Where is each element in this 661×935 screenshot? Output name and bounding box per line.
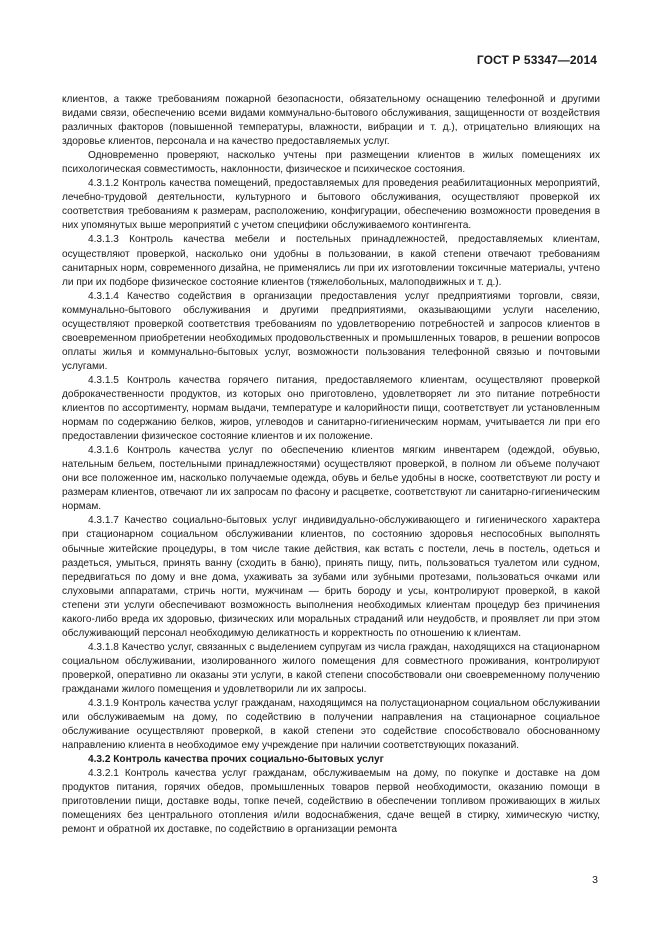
paragraph: 4.3.1.8 Качество услуг, связанных с выделением супругам из числа граждан, находящихся на стационарном социальном обслуживании, изолированного жилого помещения для совместного проживания, контролируют проверкой, оперативно ли оказаны эти услуги, в какой степени способствовали они своевременному получению гражданами жилого помещения и удовлетворили ли их запросы. [62, 641, 600, 695]
paragraph: клиентов, а также требованиям пожарной безопасности, обязательному оснащению телефонной и другими видами связи, обеспечению всеми видами коммунально-бытового обслуживания, защищенности от воздействия различных факторов (повышенной температуры, влажности, вибрации и т. д.), отрицательно влияющих на здоровье клиентов, персонала и на качество предоставляемых услуг. [62, 94, 600, 148]
standard-number-header: ГОСТ Р 53347—2014 [476, 53, 597, 67]
paragraph: 4.3.1.2 Контроль качества помещений, предоставляемых для проведения реабилитационных мероприятий, лечебно-трудовой деятельности, культурного и бытового обслуживания, осуществляют проверкой их соответствия требованиям к размерам, расположению, конфигурации, обеспечению возможности проведения в них упомянутых выше мероприятий с учетом специфики обслуживаемого контингента. [62, 178, 600, 232]
paragraph: Одновременно проверяют, насколько учтены при размещении клиентов в жилых помещениях их психологическая совместимость, наклонности, физическое и психическое состояния. [62, 150, 600, 176]
paragraph: 4.3.1.3 Контроль качества мебели и постельных принадлежностей, предоставляемых клиентам, осуществляют проверкой, насколько они удобны в пользовании, в какой степени отвечают требованиям санитарных норм, современного дизайна, не применялись ли при их изготовлении токсичные материалы, учтено ли при их подборе физическое состояние клиентов (тяжелобольных, малоподвижных и т. д.). [62, 234, 600, 288]
page-number: 3 [592, 874, 598, 886]
paragraph: 4.3.1.4 Качество содействия в организации предоставления услуг предприятиями торговли, связи, коммунально-бытового обслуживания и другими предприятиями, оказывающими услуги населению, осуществляют проверкой соответствия требованиям по удовлетворению потребностей и запросов клиентов в своевременном приобретении необходимых продовольственных и промышленных товаров, в решении вопросов оплаты жилья и коммунально-бытовых услуг, возможности пользования телефонной связью и почтовыми услугами. [62, 290, 600, 372]
paragraph: 4.3.1.7 Качество социально-бытовых услуг индивидуально-обслуживающего и гигиенического характера при стационарном социальном обслуживании клиентов, по состоянию здоровья неспособных выполнять обычные житейские процедуры, в том числе такие действия, как встать с постели, лечь в постель, одеться и раздеться, умыться, принять ванну (сходить в баню), принять пищу, пить, пользоваться туалетом или судном, передвигаться по дому и вне дома, ухаживать за зубами или зубными протезами, пользоваться очками или слуховыми аппаратами, стричь ногти, мужчинам — брить бороду и усы, контролируют проверкой, в какой степени эти услуги обеспечивают возможность выполнения необходимых клиентам процедур без причинения какого-либо вреда их здоровью, физических или моральных страданий или неудобств, и проявляет ли при этом обслуживающий персонал необходимую деликатность и корректность по отношению к клиентам. [62, 515, 600, 639]
document-body [62, 93, 600, 837]
paragraph: 4.3.1.6 Контроль качества услуг по обеспечению клиентов мягким инвентарем (одеждой, обувью, нательным бельем, постельными принадлежностями) осуществляют проверкой, в полном ли объеме получают они все положенное им, насколько получаемые одежда, обувь и белье удобны в носке, соответствуют ли росту и размерам клиентов, отвечают ли их запросам по фасону и расцветке, соответствуют ли санитарно-гигиеническим нормам. [62, 445, 600, 513]
section-heading: 4.3.2 Контроль качества прочих социально-бытовых услуг [88, 754, 384, 766]
paragraph: 4.3.1.5 Контроль качества горячего питания, предоставляемого клиентам, осуществляют проверкой доброкачественности продуктов, из которых оно приготовлено, удовлетворяет ли это питание потребности клиентов по ассортименту, нормам выдачи, температуре и калорийности пищи, соответствует ли установленным нормам по содержанию белков, жиров, углеводов и санитарно-гигиеническим нормам, учитывается ли при его предоставлении физическое состояние клиентов и их положение. [62, 374, 600, 443]
paragraph: 4.3.2.1 Контроль качества услуг гражданам, обслуживаемым на дому, по покупке и доставке на дом продуктов питания, горячих обедов, промышленных товаров первой необходимости, оказанию помощи в приготовлении пищи, доставке воды, топке печей, содействию в обеспечении топливом проживающих в жилых помещениях без центрального отопления и/или водоснабжения, сдаче вещей в стирку, химическую чистку, ремонт и обратной их доставке, по содействию в организации ремонта [62, 768, 600, 836]
paragraph: 4.3.1.9 Контроль качества услуг гражданам, находящимся на полустационарном социальном обслуживании или обслуживаемым на дому, по содействию в получении направления на стационарное социальное обслуживание осуществляют проверкой, в какой степени это содействие способствовало обоснованному направлению клиента в необходимое ему учреждение при наличии соответствующих показаний. [62, 698, 600, 752]
